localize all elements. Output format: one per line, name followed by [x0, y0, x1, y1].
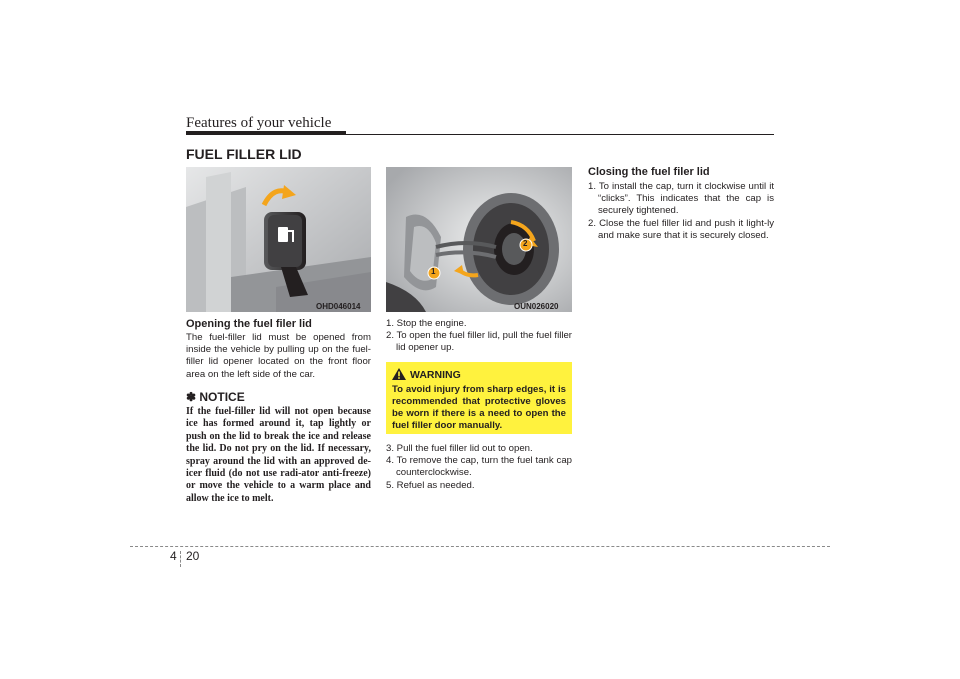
step-item: 1. Stop the engine. [386, 318, 467, 329]
chapter-number: 4 [170, 549, 177, 563]
closing-title: Closing the fuel filer lid [588, 166, 710, 178]
step-item: 5. Refuel as needed. [386, 479, 475, 491]
opening-section [186, 318, 371, 381]
step-item: 2. Close the fuel filler lid and push it light-ly and make sure that it is securely closed. [588, 217, 774, 241]
running-header: Features of your vehicle [186, 115, 332, 131]
header-rule [186, 134, 774, 135]
warning-body: To avoid injury from sharp edges, it is recommended that protective gloves be worn if there is a need to open the fuel filler door manually. [392, 384, 566, 431]
footer-divider [180, 551, 181, 567]
figure-fuel-cap [386, 167, 572, 312]
section-title: FUEL FILLER LID [186, 146, 302, 162]
figure2-code: OUN026020 [514, 302, 559, 311]
step-item: 1. To install the cap, turn it clockwise until it “clicks”. This indicates that the cap is securely tightened. [588, 181, 774, 217]
opening-body: The fuel-filler lid must be opened from inside the vehicle by pulling up on the fuel-filler lid opener located on the front floor area on the left side of the car. [186, 332, 371, 380]
warning-triangle-icon [392, 368, 406, 380]
step-item: 4. To remove the cap, turn the fuel tank cap counterclockwise. [386, 455, 572, 479]
notice-title: ✽ NOTICE [186, 390, 245, 404]
closing-steps [588, 181, 774, 242]
figure-fuel-lid-opener [186, 167, 371, 312]
callout-1: 1 [431, 267, 436, 276]
page-number: 20 [186, 549, 200, 563]
notice-section [186, 390, 371, 505]
warning-box [386, 362, 572, 434]
fuel-lid-opener-illustration [186, 167, 371, 312]
steps-list-b [386, 443, 572, 492]
warning-title: WARNING [410, 369, 461, 381]
opening-title: Opening the fuel filer lid [186, 318, 312, 330]
steps-list-a [386, 318, 572, 355]
notice-body: If the fuel-filler lid will not open because ice has formed around it, tap lightly or push on the lid to break the ice and release the lid. Do not pry on the lid. If necessary, spray around the lid with an approved de-icer fluid (do not use radi-ator anti-freeze) or move the vehicle to a warm place and allow the ice to melt. [186, 406, 371, 504]
figure1-code: OHD046014 [316, 302, 361, 311]
footer-rule [130, 546, 830, 547]
step-item: 2. To open the fuel filler lid, pull the fuel filler lid opener up. [386, 330, 572, 354]
fuel-cap-illustration [386, 167, 572, 312]
callout-2: 2 [523, 239, 528, 248]
closing-section [588, 166, 774, 242]
step-item: 3. Pull the fuel filler lid out to open. [386, 443, 533, 454]
